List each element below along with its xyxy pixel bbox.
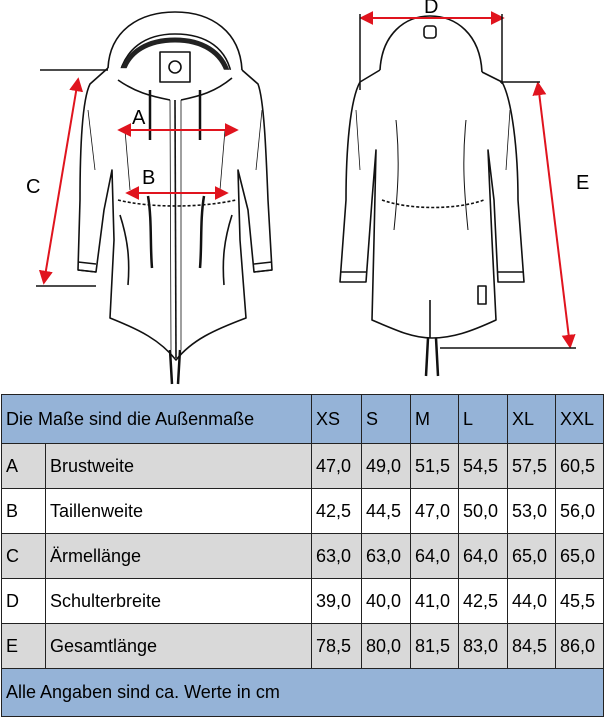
row-measure-name: Schulterbreite: [46, 579, 312, 624]
size-value-cell: 49,0: [362, 444, 411, 489]
size-value-cell: 47,0: [411, 489, 459, 534]
size-value-cell: 42,5: [312, 489, 362, 534]
size-header: S: [362, 395, 411, 444]
size-header: XL: [508, 395, 556, 444]
jacket-front-drawing: [78, 12, 272, 384]
jacket-back-drawing: [340, 16, 524, 376]
size-value-cell: 53,0: [508, 489, 556, 534]
size-value-cell: 44,5: [362, 489, 411, 534]
row-key: D: [2, 579, 46, 624]
size-value-cell: 54,5: [459, 444, 508, 489]
row-key: C: [2, 534, 46, 579]
size-value-cell: 60,5: [556, 444, 604, 489]
size-value-cell: 80,0: [362, 624, 411, 669]
size-value-cell: 65,0: [508, 534, 556, 579]
size-value-cell: 63,0: [362, 534, 411, 579]
table-row: [2, 489, 604, 534]
table-row: [2, 579, 604, 624]
size-value-cell: 42,5: [459, 579, 508, 624]
table-row: [2, 534, 604, 579]
size-header: XXL: [556, 395, 604, 444]
row-key: A: [2, 444, 46, 489]
size-value-cell: 84,5: [508, 624, 556, 669]
size-value-cell: 47,0: [312, 444, 362, 489]
size-value-cell: 78,5: [312, 624, 362, 669]
size-value-cell: 39,0: [312, 579, 362, 624]
size-value-cell: 83,0: [459, 624, 508, 669]
size-table-footer: [2, 669, 604, 717]
size-value-cell: 40,0: [362, 579, 411, 624]
size-value-cell: 86,0: [556, 624, 604, 669]
label-b: B: [142, 167, 156, 189]
label-a: A: [132, 107, 146, 129]
row-measure-name: Brustweite: [46, 444, 312, 489]
row-key: E: [2, 624, 46, 669]
label-e: E: [576, 172, 590, 194]
measure-line-e: [538, 84, 570, 346]
label-d: D: [424, 0, 439, 18]
row-measure-name: Gesamtlänge: [46, 624, 312, 669]
size-value-cell: 81,5: [411, 624, 459, 669]
size-header: L: [459, 395, 508, 444]
footer-note: Alle Angaben sind ca. Werte in cm: [2, 669, 604, 717]
size-table-header: [2, 395, 604, 444]
table-row: [2, 624, 604, 669]
size-value-cell: 41,0: [411, 579, 459, 624]
row-key: B: [2, 489, 46, 534]
label-c: C: [26, 176, 41, 198]
size-value-cell: 51,5: [411, 444, 459, 489]
row-measure-name: Taillenweite: [46, 489, 312, 534]
size-value-cell: 44,0: [508, 579, 556, 624]
size-header: XS: [312, 395, 362, 444]
size-value-cell: 57,5: [508, 444, 556, 489]
size-value-cell: 45,5: [556, 579, 604, 624]
size-value-cell: 64,0: [459, 534, 508, 579]
measure-line-c: [44, 80, 78, 282]
size-value-cell: 64,0: [411, 534, 459, 579]
size-value-cell: 50,0: [459, 489, 508, 534]
table-row: [2, 444, 604, 489]
size-value-cell: 65,0: [556, 534, 604, 579]
header-label: Die Maße sind die Außenmaße: [2, 395, 312, 444]
size-header: M: [411, 395, 459, 444]
size-value-cell: 56,0: [556, 489, 604, 534]
row-measure-name: Ärmellänge: [46, 534, 312, 579]
size-table: [1, 394, 604, 717]
size-value-cell: 63,0: [312, 534, 362, 579]
